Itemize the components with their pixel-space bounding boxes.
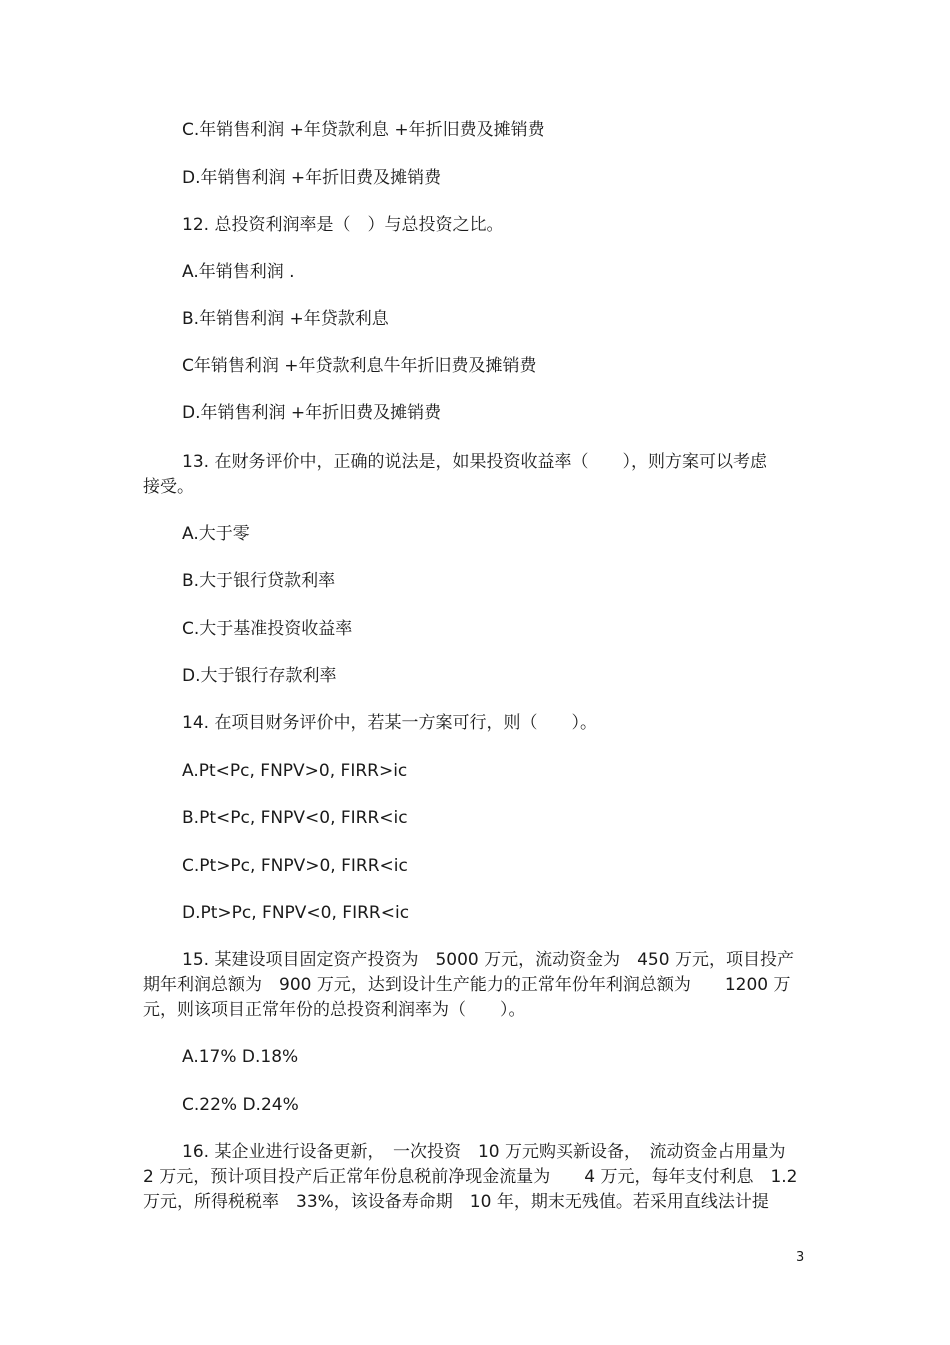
- question-12: 12. 总投资利润率是（ ）与总投资之比。: [182, 215, 504, 235]
- option-12-c: C年销售利润 +年贷款利息牛年折旧费及摊销费: [182, 356, 537, 376]
- question-16: 16. 某企业进行设备更新， 一次投资 10 万元购买新设备， 流动资金占用量为: [182, 1142, 786, 1162]
- question-14: 14. 在项目财务评价中，若某一方案可行，则（ ）。: [182, 713, 597, 733]
- page-number: 3: [796, 1250, 805, 1265]
- option-14-d: D.Pt>Pc, FNPV<0, FIRR<ic: [182, 903, 410, 923]
- question-16-cont-1: 2 万元，预计项目投产后正常年份息税前净现金流量为 4 万元，每年支付利息 1.2: [143, 1167, 798, 1187]
- option-12-d: D.年销售利润 +年折旧费及摊销费: [182, 403, 442, 423]
- option-15-ab: A.17% D.18%: [182, 1047, 299, 1067]
- option-13-a: A.大于零: [182, 524, 250, 544]
- option-14-c: C.Pt>Pc, FNPV>0, FIRR<ic: [182, 856, 408, 876]
- question-15-cont-2: 元，则该项目正常年份的总投资利润率为（ ）。: [143, 1000, 526, 1020]
- option-12-a: A.年销售利润 .: [182, 262, 295, 282]
- question-16-cont-2: 万元，所得税税率 33%，该设备寿命期 10 年，期末无残值。若采用直线法计提: [143, 1192, 769, 1212]
- option-12-b: B.年销售利润 +年贷款利息: [182, 309, 389, 329]
- option-11-d: D.年销售利润 +年折旧费及摊销费: [182, 168, 442, 188]
- option-15-cd: C.22% D.24%: [182, 1095, 299, 1115]
- question-13: 13. 在财务评价中，正确的说法是，如果投资收益率（ ），则方案可以考虑: [182, 452, 767, 472]
- option-14-a: A.Pt<Pc, FNPV>0, FIRR>ic: [182, 761, 408, 781]
- question-15: 15. 某建设项目固定资产投资为 5000 万元，流动资金为 450 万元，项目投产: [182, 950, 794, 970]
- option-14-b: B.Pt<Pc, FNPV<0, FIRR<ic: [182, 808, 408, 828]
- question-15-cont-1: 期年利润总额为 900 万元，达到设计生产能力的正常年份年利润总额为 1200 万: [143, 975, 791, 995]
- question-13-cont: 接受。: [143, 477, 194, 497]
- option-13-b: B.大于银行贷款利率: [182, 571, 336, 591]
- option-13-d: D.大于银行存款利率: [182, 666, 337, 686]
- option-11-c: C.年销售利润 +年贷款利息 +年折旧费及摊销费: [182, 120, 545, 140]
- option-13-c: C.大于基准投资收益率: [182, 619, 353, 639]
